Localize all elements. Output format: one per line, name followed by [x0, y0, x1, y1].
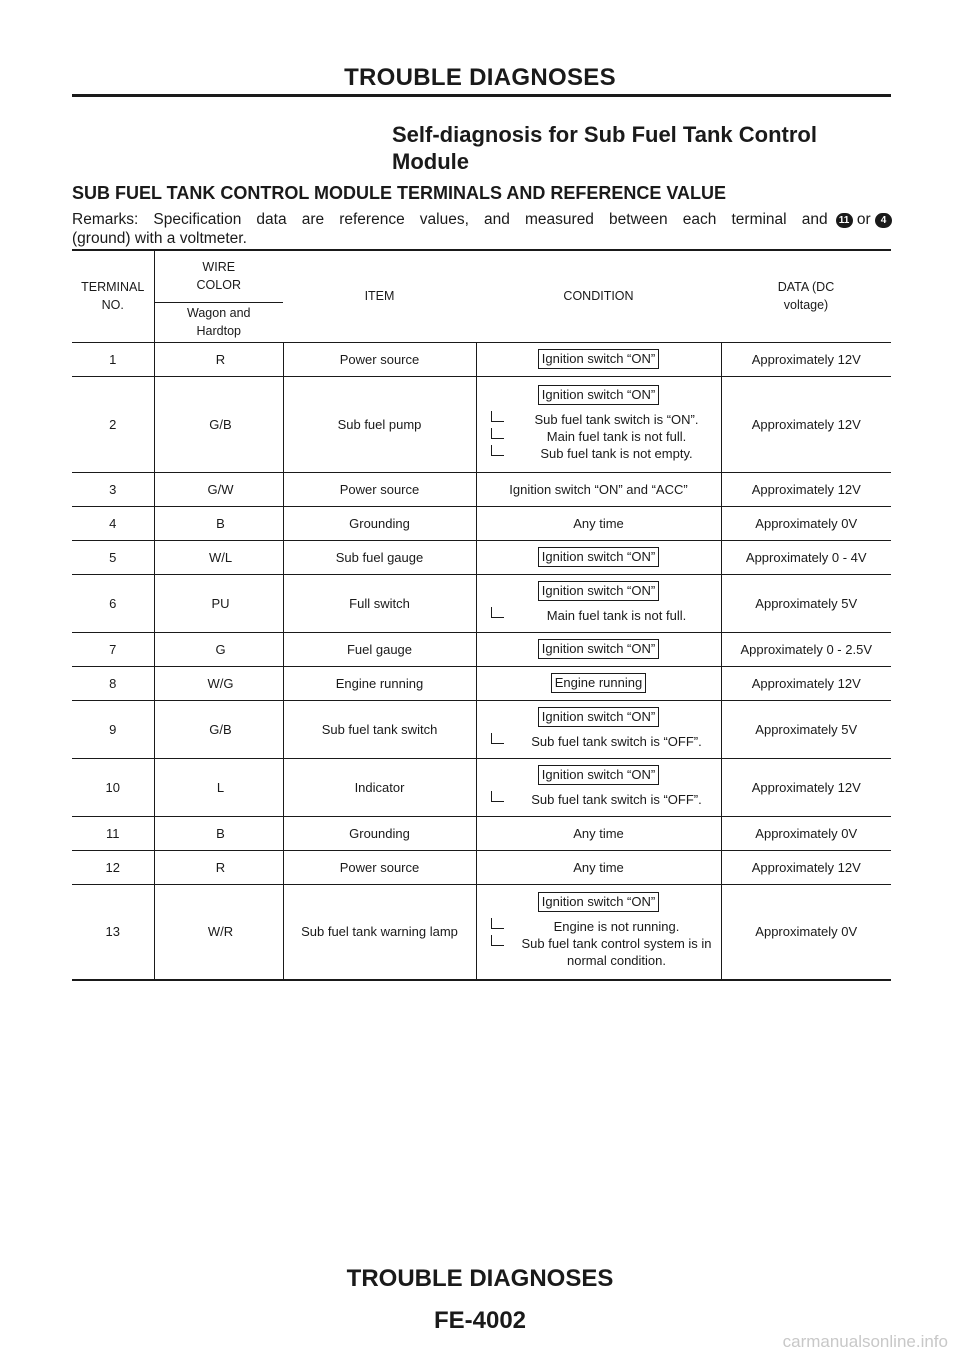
terminal-no-cell: 4: [72, 506, 154, 540]
item-cell: Sub fuel gauge: [283, 540, 476, 574]
sub-condition: Sub fuel tank switch is “OFF”.: [491, 791, 721, 808]
wire-color-cell: G: [154, 632, 283, 666]
table-row: [72, 376, 891, 472]
table-row: [72, 700, 891, 758]
data-value-cell: Approximately 0 - 4V: [721, 540, 891, 574]
condition-cell: [476, 816, 721, 850]
running-header-title: TROUBLE DIAGNOSES: [344, 64, 616, 91]
terminal-no-cell: 10: [72, 758, 154, 816]
condition-cell: [476, 540, 721, 574]
table-row: [72, 472, 891, 506]
item-cell: Full switch: [283, 574, 476, 632]
item-cell: Power source: [283, 472, 476, 506]
header-terminal-no: TERMINAL NO.: [72, 250, 154, 342]
condition-main: Ignition switch “ON”: [538, 385, 659, 405]
wire-color-cell: R: [154, 850, 283, 884]
data-value-cell: Approximately 12V: [721, 758, 891, 816]
table-row: [72, 850, 891, 884]
terminal-no-cell: 6: [72, 574, 154, 632]
data-value-cell: Approximately 5V: [721, 700, 891, 758]
header-item: ITEM: [283, 250, 476, 342]
data-value-cell: Approximately 12V: [721, 342, 891, 376]
terminal-no-cell: 7: [72, 632, 154, 666]
table-row: [72, 342, 891, 376]
wire-color-cell: W/L: [154, 540, 283, 574]
condition-main: Any time: [573, 859, 624, 875]
subsection-title: SUB FUEL TANK CONTROL MODULE TERMINALS AND REFERENCE VALUE: [72, 183, 727, 203]
sub-condition: Engine is not running.: [491, 918, 721, 935]
data-value-cell: Approximately 0V: [721, 816, 891, 850]
terminal-reference-table: [72, 249, 891, 981]
condition-cell: [476, 472, 721, 506]
wire-color-cell: G/B: [154, 376, 283, 472]
condition-cell: [476, 758, 721, 816]
terminal-no-cell: 11: [72, 816, 154, 850]
wire-color-cell: G/W: [154, 472, 283, 506]
data-value-cell: Approximately 12V: [721, 376, 891, 472]
condition-main: Ignition switch “ON”: [538, 349, 659, 369]
wire-color-cell: B: [154, 506, 283, 540]
condition-main: Ignition switch “ON”: [538, 765, 659, 785]
condition-cell: [476, 574, 721, 632]
remarks: [72, 210, 892, 248]
terminal-no-cell: 5: [72, 540, 154, 574]
item-cell: Power source: [283, 342, 476, 376]
table-row: [72, 540, 891, 574]
sub-condition: Sub fuel tank control system is in normal condition.: [491, 935, 721, 969]
data-value-cell: Approximately 12V: [721, 666, 891, 700]
item-cell: Fuel gauge: [283, 632, 476, 666]
condition-main: Any time: [573, 825, 624, 841]
wire-color-cell: R: [154, 342, 283, 376]
item-cell: Sub fuel tank switch: [283, 700, 476, 758]
condition-cell: [476, 700, 721, 758]
condition-main: Ignition switch “ON”: [538, 639, 659, 659]
sub-condition: Main fuel tank is not full.: [491, 607, 721, 624]
watermark: carmanualsonline.info: [782, 1332, 948, 1351]
wire-color-cell: B: [154, 816, 283, 850]
condition-cell: [476, 632, 721, 666]
item-cell: Power source: [283, 850, 476, 884]
section-title: Self-diagnosis for Sub Fuel Tank Control Module: [392, 122, 817, 174]
footer-section-title: TROUBLE DIAGNOSES: [346, 1265, 614, 1292]
table-row: [72, 884, 891, 980]
terminal-no-cell: 12: [72, 850, 154, 884]
sub-condition: Main fuel tank is not full.: [491, 428, 721, 445]
remarks-lead: Remarks: Specification data are reference values, and measured between each terminal and: [72, 211, 828, 228]
condition-main: Ignition switch “ON”: [538, 581, 659, 601]
table-row: [72, 666, 891, 700]
condition-main: Any time: [573, 515, 624, 531]
remarks-or: or: [856, 211, 871, 228]
data-value-cell: Approximately 0V: [721, 506, 891, 540]
table-row: [72, 816, 891, 850]
terminal-no-cell: 2: [72, 376, 154, 472]
data-value-cell: Approximately 5V: [721, 574, 891, 632]
data-value-cell: Approximately 12V: [721, 472, 891, 506]
header-wire-color: WIRE COLOR: [154, 250, 283, 302]
item-cell: Indicator: [283, 758, 476, 816]
wire-color-cell: PU: [154, 574, 283, 632]
wire-color-cell: L: [154, 758, 283, 816]
item-cell: Grounding: [283, 816, 476, 850]
header-data: DATA (DC voltage): [721, 250, 891, 342]
wire-color-cell: W/G: [154, 666, 283, 700]
condition-main: Ignition switch “ON”: [538, 547, 659, 567]
terminal-11-badge: 11: [836, 213, 853, 228]
condition-main: Ignition switch “ON” and “ACC”: [509, 481, 688, 497]
terminal-no-cell: 9: [72, 700, 154, 758]
table-row: [72, 506, 891, 540]
header-wire-sub: Wagon and Hardtop: [154, 302, 283, 342]
remarks-tail: (ground) with a voltmeter.: [72, 230, 247, 247]
data-value-cell: Approximately 0V: [721, 884, 891, 980]
table-row: [72, 574, 891, 632]
terminal-4-badge: 4: [875, 213, 892, 228]
condition-main: Ignition switch “ON”: [538, 707, 659, 727]
sub-condition: Sub fuel tank switch is “ON”.: [491, 411, 721, 428]
table-row: [72, 758, 891, 816]
condition-main: Ignition switch “ON”: [538, 892, 659, 912]
condition-cell: [476, 666, 721, 700]
condition-cell: [476, 342, 721, 376]
item-cell: Engine running: [283, 666, 476, 700]
item-cell: Sub fuel pump: [283, 376, 476, 472]
condition-cell: [476, 376, 721, 472]
header-condition: CONDITION: [476, 250, 721, 342]
data-value-cell: Approximately 0 - 2.5V: [721, 632, 891, 666]
table-row: [72, 632, 891, 666]
condition-main: Engine running: [551, 673, 646, 693]
terminal-no-cell: 1: [72, 342, 154, 376]
wire-color-cell: W/R: [154, 884, 283, 980]
page-number: FE-4002: [433, 1307, 527, 1334]
condition-cell: [476, 850, 721, 884]
item-cell: Sub fuel tank warning lamp: [283, 884, 476, 980]
terminal-no-cell: 3: [72, 472, 154, 506]
terminal-no-cell: 8: [72, 666, 154, 700]
terminal-no-cell: 13: [72, 884, 154, 980]
item-cell: Grounding: [283, 506, 476, 540]
condition-cell: [476, 506, 721, 540]
sub-condition: Sub fuel tank is not empty.: [491, 445, 721, 462]
wire-color-cell: G/B: [154, 700, 283, 758]
header-rule: [72, 94, 891, 97]
data-value-cell: Approximately 12V: [721, 850, 891, 884]
condition-cell: [476, 884, 721, 980]
sub-condition: Sub fuel tank switch is “OFF”.: [491, 733, 721, 750]
